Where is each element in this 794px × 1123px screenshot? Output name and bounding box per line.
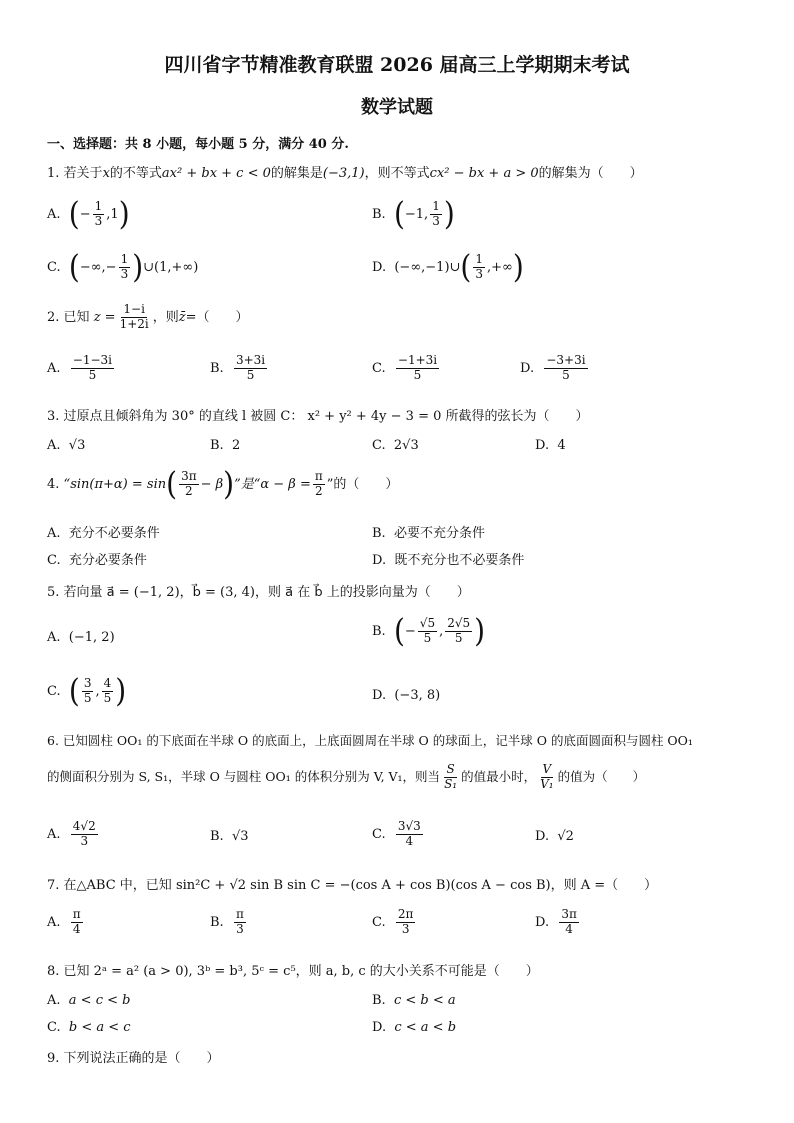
- q6-option-c[interactable]: C. $\frac{3√3}{4}$: [372, 819, 421, 848]
- q5-option-a[interactable]: A. (−1, 2): [47, 630, 115, 645]
- fraction: $\frac{3+3i}{5}$: [235, 353, 266, 382]
- fraction: $\frac{2√5}{5}$: [447, 616, 471, 645]
- exam-title: 四川省字节精准教育联盟 2026 届高三上学期期末考试: [164, 54, 630, 76]
- q1-option-c[interactable]: C. (−∞,− $\frac{1}{3}$ )∪(1,+∞): [47, 247, 199, 286]
- section-heading: 一、选择题：共 8 小题，每小题 5 分，满分 40 分.: [47, 137, 349, 152]
- q2-option-c[interactable]: C. $\frac{-1+3i}{5}$: [372, 353, 438, 382]
- question-8: 8. 已知 2ᵃ = a² (a > 0), 3ᵇ = b³, 5ᶜ = c⁵，则 a, b, c 的大小关系不可能是（ ）: [47, 964, 539, 979]
- q3-option-b[interactable]: B. 2: [210, 438, 241, 453]
- q5-option-d[interactable]: D. (−3, 8): [372, 688, 441, 703]
- question-2: 2. 已知 z = $\frac{1-i}{1+2i}$ ，则z̄=（ ）: [47, 302, 249, 331]
- q8-option-b[interactable]: B. c < b < a: [372, 993, 456, 1008]
- question-number: 7.: [47, 878, 60, 893]
- q4-option-b[interactable]: B. 必要不充分条件: [372, 526, 485, 541]
- fraction: $\frac{2\pi}{3}$: [397, 907, 414, 936]
- q5-option-c[interactable]: C. ( $\frac{3}{5}$ , $\frac{4}{5}$ ): [47, 671, 127, 710]
- question-number: 5.: [47, 585, 60, 600]
- fraction: $\frac{4√2}{3}$: [72, 819, 96, 848]
- q4-option-d[interactable]: D. 既不充分也不必要条件: [372, 553, 525, 568]
- question-1: 1. 若关于x的不等式ax² + bx + c < 0的解集是(−3,1)，则不等式cx² − bx + a > 0的解集为（ ）: [47, 166, 643, 181]
- fraction: $\frac{1}{3}$: [120, 252, 129, 281]
- fraction: $\frac{3√3}{4}$: [397, 819, 421, 848]
- fraction: $\frac{3\pi}{2}$: [181, 469, 197, 498]
- fraction: $\frac{-1+3i}{5}$: [397, 353, 438, 382]
- question-number: 6.: [47, 733, 59, 748]
- question-9: 9. 下列说法正确的是（ ）: [47, 1051, 220, 1066]
- q8-option-a[interactable]: A. a < c < b: [47, 993, 131, 1008]
- q6-option-a[interactable]: A. $\frac{4√2}{3}$: [47, 819, 96, 848]
- fraction: $\frac{1}{3}$: [94, 199, 103, 228]
- fraction: $\frac{√5}{5}$: [419, 616, 436, 645]
- q4-option-c[interactable]: C. 充分必要条件: [47, 553, 147, 568]
- fraction: $\frac{1}{3}$: [432, 199, 440, 228]
- question-number: 1.: [47, 166, 60, 181]
- question-7: 7. 在△ABC 中，已知 sin²C + √2 sin B sin C = −(cos A + cos B)(cos A − cos B)，则 A =（ ）: [47, 878, 658, 893]
- question-5: 5. 若向量 a⃗ = (−1, 2)，b⃗ = (3, 4)，则 a⃗ 在 b⃗ 上的投影向量为（ ）: [47, 585, 470, 600]
- question-6-line-2: 的侧面积分别为 S, S₁，半球 O 与圆柱 OO₁ 的体积分别为 V, V₁，则当 $\frac{S}{\text{S₁}}$ 的值最小时， $\frac{V}{\text{V₁}}$ 的值为（ ）: [47, 762, 646, 791]
- fraction: $\frac{S}{\text{S₁}}$: [444, 762, 458, 791]
- question-number: 9.: [47, 1051, 60, 1066]
- q3-option-c[interactable]: C. 2√3: [372, 438, 419, 453]
- fraction: $\frac{-3+3i}{5}$: [546, 353, 586, 382]
- fraction: $\frac{4}{5}$: [103, 676, 112, 705]
- q1-option-a[interactable]: A. (− $\frac{1}{3}$ ,1): [47, 194, 130, 233]
- q6-option-d[interactable]: D. √2: [535, 829, 574, 844]
- question-number: 4.: [47, 476, 60, 492]
- fraction: $\frac{\pi}{3}$: [235, 907, 244, 936]
- q2-option-b[interactable]: B. $\frac{3+3i}{5}$: [210, 353, 266, 382]
- fraction: $\frac{3}{5}$: [83, 676, 92, 705]
- q5-option-b[interactable]: B. (− $\frac{√5}{5}$ , $\frac{2√5}{5}$ ): [372, 611, 486, 650]
- fraction: $\frac{1-i}{1+2i}$: [119, 302, 149, 331]
- fraction: $\frac{\pi}{4}$: [72, 907, 81, 936]
- q4-option-a[interactable]: A. 充分不必要条件: [47, 526, 160, 541]
- q6-option-b[interactable]: B. √3: [210, 829, 249, 844]
- question-4: 4. “sin(π+α) = sin( $\frac{3\pi}{2}$ − β)”是“α − β = $\frac{\pi}{2}$ ”的（ ）: [47, 464, 399, 503]
- fraction: $\frac{V}{\text{V₁}}$: [540, 762, 554, 791]
- q8-option-d[interactable]: D. c < a < b: [372, 1020, 457, 1035]
- q8-option-c[interactable]: C. b < a < c: [47, 1020, 131, 1035]
- question-number: 2.: [47, 309, 60, 325]
- q2-option-d[interactable]: D. $\frac{-3+3i}{5}$: [520, 353, 586, 382]
- q3-option-d[interactable]: D. 4: [535, 438, 566, 453]
- q1-option-d[interactable]: D. (−∞,−1)∪( $\frac{1}{3}$ ,+∞): [372, 247, 524, 286]
- fraction: $\frac{\pi}{2}$: [314, 469, 323, 498]
- q1-option-b[interactable]: B. (−1, $\frac{1}{3}$ ): [372, 194, 455, 233]
- fraction: $\frac{-1-3i}{5}$: [72, 353, 113, 382]
- question-6: 6. 已知圆柱 OO₁ 的下底面在半球 O 的底面上，上底面圆周在半球 O 的球面上，记半球 O 的底面圆面积与圆柱 OO₁: [47, 733, 693, 748]
- q7-option-a[interactable]: A. $\frac{\pi}{4}$: [47, 907, 81, 936]
- question-number: 3.: [47, 409, 60, 424]
- q7-option-d[interactable]: D. $\frac{3\pi}{4}$: [535, 907, 577, 936]
- exam-subtitle: 数学试题: [361, 97, 433, 118]
- question-number: 8.: [47, 964, 60, 979]
- fraction: $\frac{3\pi}{4}$: [561, 907, 577, 936]
- q7-option-b[interactable]: B. $\frac{\pi}{3}$: [210, 907, 244, 936]
- question-3: 3. 过原点且倾斜角为 30° 的直线 l 被圆 C： x² + y² + 4y − 3 = 0 所截得的弦长为（ ）: [47, 409, 589, 424]
- fraction: $\frac{1}{3}$: [475, 252, 483, 281]
- q7-option-c[interactable]: C. $\frac{2\pi}{3}$: [372, 907, 414, 936]
- q2-option-a[interactable]: A. $\frac{-1-3i}{5}$: [47, 353, 113, 382]
- q3-option-a[interactable]: A. √3: [47, 438, 86, 453]
